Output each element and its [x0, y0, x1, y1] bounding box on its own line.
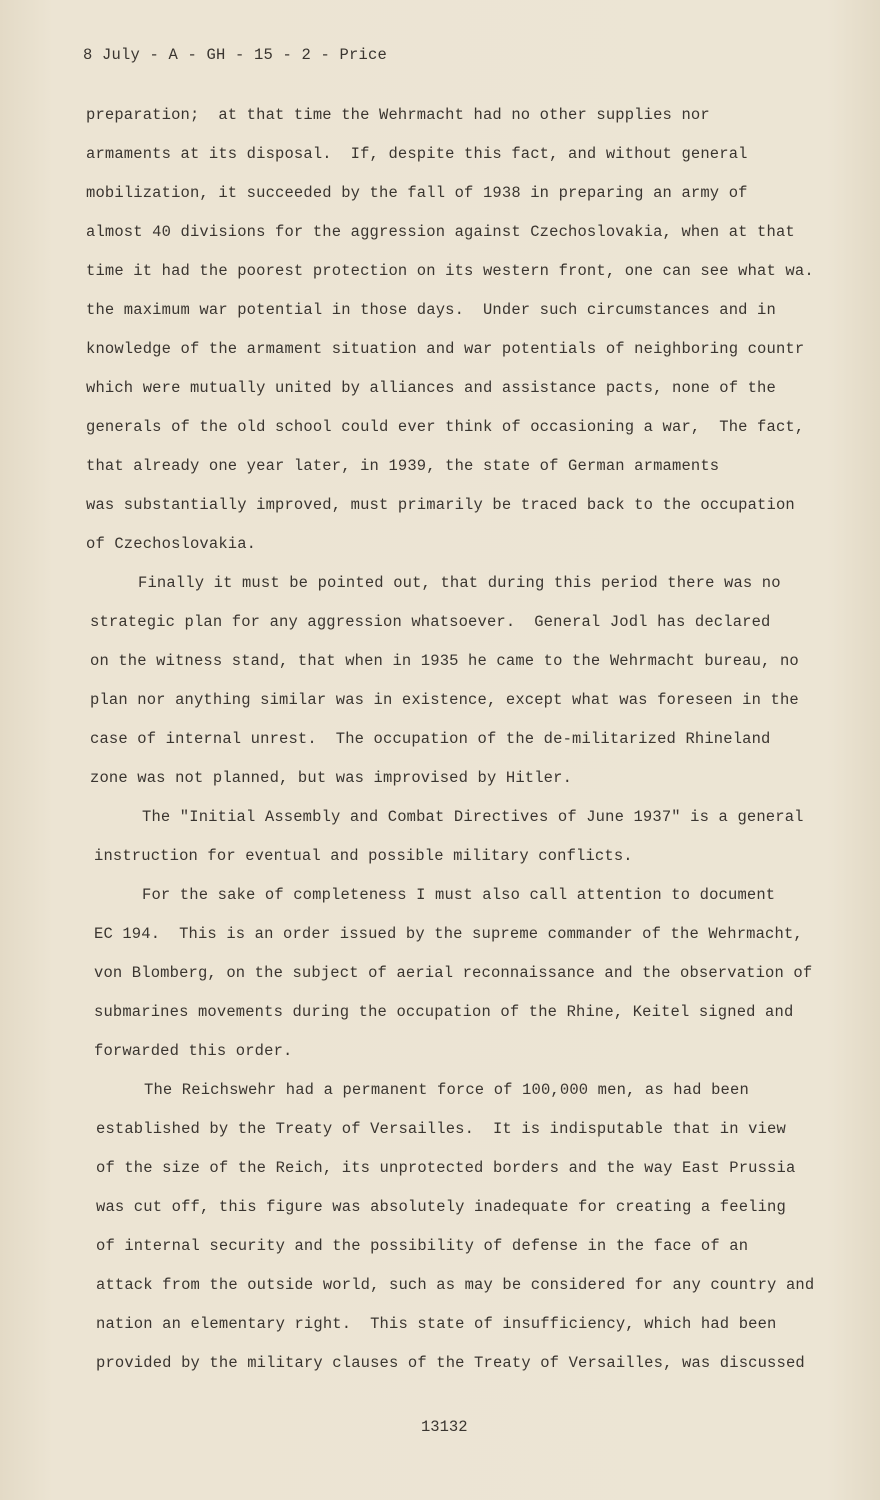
text-line: Finally it must be pointed out, that during this period there was no — [138, 574, 781, 592]
text-line: was cut off, this figure was absolutely inadequate for creating a feeling — [96, 1198, 786, 1216]
text-line: established by the Treaty of Versailles. It is indisputable that in view — [96, 1120, 786, 1138]
text-line: almost 40 divisions for the aggression against Czechoslovakia, when at that — [86, 223, 795, 241]
text-line: For the sake of completeness I must also call attention to document — [142, 886, 776, 904]
page-number: 13132 — [421, 1418, 468, 1436]
text-line: knowledge of the armament situation and war potentials of neighboring countr — [86, 340, 805, 358]
text-line: on the witness stand, that when in 1935 he came to the Wehrmacht bureau, no — [90, 652, 799, 670]
text-line: time it had the poorest protection on its western front, one can see what wa. — [86, 262, 814, 280]
text-line: that already one year later, in 1939, the state of German armaments — [86, 457, 720, 475]
text-line: forwarded this order. — [94, 1042, 293, 1060]
text-line: EC 194. This is an order issued by the supreme commander of the Wehrmacht, — [94, 925, 803, 943]
text-line: provided by the military clauses of the Treaty of Versailles, was discussed — [96, 1354, 805, 1372]
text-line: plan nor anything similar was in existence, except what was foreseen in the — [90, 691, 799, 709]
text-line: submarines movements during the occupation of the Rhine, Keitel signed and — [94, 1003, 794, 1021]
text-line: preparation; at that time the Wehrmacht had no other supplies nor — [86, 106, 710, 124]
text-line: which were mutually united by alliances and assistance pacts, none of the — [86, 379, 776, 397]
page-header: 8 July - A - GH - 15 - 2 - Price — [83, 46, 388, 64]
text-line: The Reichswehr had a permanent force of 100,000 men, as had been — [144, 1081, 749, 1099]
text-line: armaments at its disposal. If, despite this fact, and without general — [86, 145, 748, 163]
text-line: The "Initial Assembly and Combat Directives of June 1937" is a general — [142, 808, 804, 826]
text-line: zone was not planned, but was improvised by Hitler. — [90, 769, 573, 787]
text-line: von Blomberg, on the subject of aerial reconnaissance and the observation of — [94, 964, 813, 982]
text-line: strategic plan for any aggression whatsoever. General Jodl has declared — [90, 613, 771, 631]
text-line: generals of the old school could ever think of occasioning a war, The fact, — [86, 418, 805, 436]
text-line: instruction for eventual and possible military conflicts. — [94, 847, 633, 865]
text-line: mobilization, it succeeded by the fall of 1938 in preparing an army of — [86, 184, 748, 202]
text-line: of Czechoslovakia. — [86, 535, 257, 553]
text-line: attack from the outside world, such as may be considered for any country and — [96, 1276, 815, 1294]
text-line: case of internal unrest. The occupation of the de-militarized Rhineland — [90, 730, 771, 748]
text-line: the maximum war potential in those days. Under such circumstances and in — [86, 301, 776, 319]
text-line: of the size of the Reich, its unprotected borders and the way East Prussia — [96, 1159, 796, 1177]
text-line: of internal security and the possibility of defense in the face of an — [96, 1237, 749, 1255]
text-line: was substantially improved, must primarily be traced back to the occupation — [86, 496, 795, 514]
text-line: nation an elementary right. This state of insufficiency, which had been — [96, 1315, 777, 1333]
